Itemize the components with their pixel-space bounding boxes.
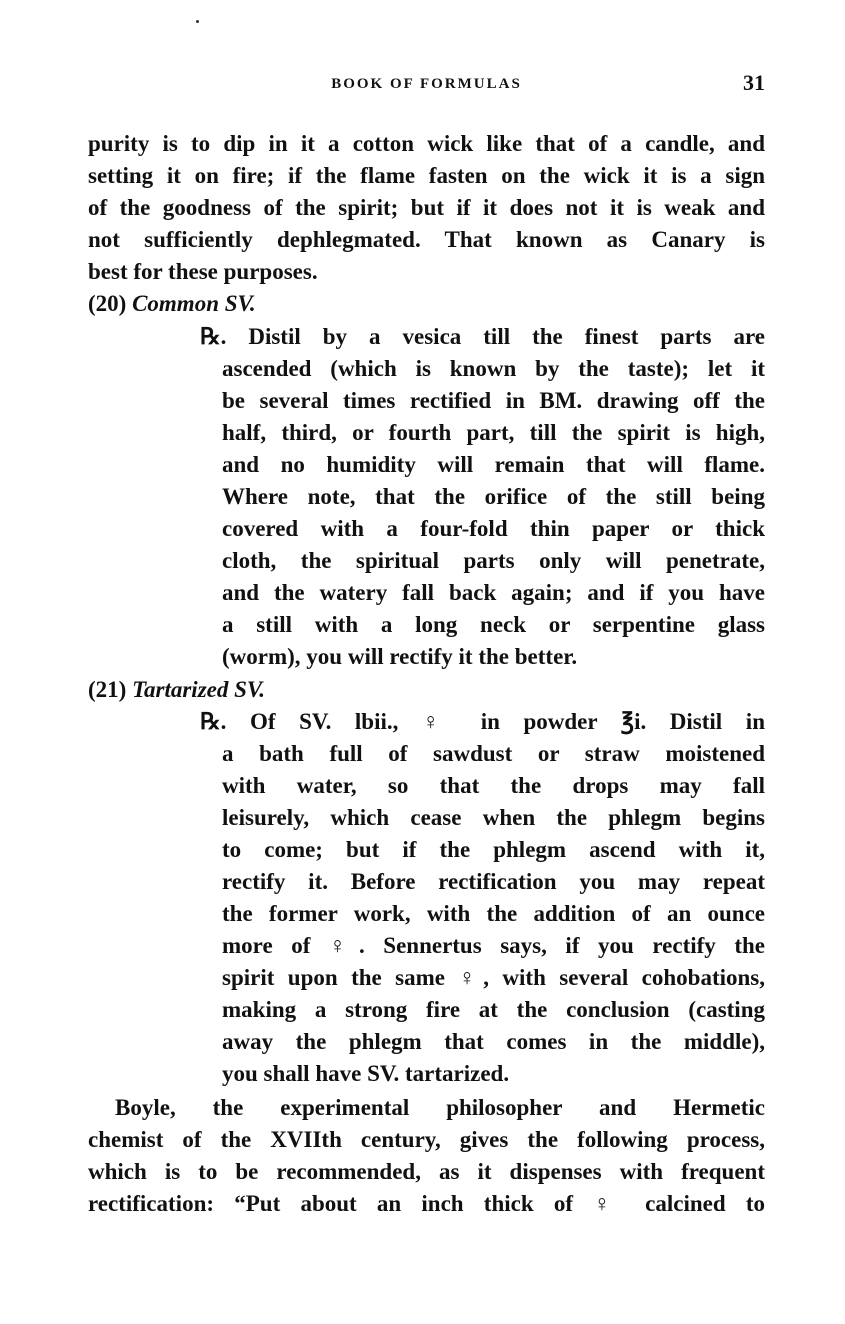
recipe-line: ℞. Distil by a vesica till the finest parts are bbox=[200, 324, 765, 349]
formula-number: (21) bbox=[88, 677, 127, 702]
recipe-line: with water, so that the drops may fall bbox=[222, 773, 765, 798]
text-line: Boyle, the experimental philosopher and Hermetic bbox=[115, 1095, 765, 1120]
text-line: setting it on fire; if the flame fasten on the wick it is a sign bbox=[88, 163, 765, 188]
recipe-line: and the watery fall back again; and if you have bbox=[222, 580, 765, 605]
running-head: BOOK OF FORMULAS bbox=[331, 76, 522, 92]
recipe-line: half, third, or fourth part, till the spirit is high, bbox=[222, 420, 765, 445]
recipe-line: be several times rectified in BM. drawing off the bbox=[222, 388, 765, 413]
formula-title: Common SV. bbox=[132, 291, 256, 316]
recipe-line: more of ♀. Sennertus says, if you rectify the bbox=[222, 933, 765, 958]
formula-heading bbox=[88, 288, 765, 320]
text-line: chemist of the XVIIth century, gives the following process, bbox=[88, 1127, 765, 1152]
text-line: rectification: “Put about an inch thick of ♀ calcined to bbox=[88, 1191, 765, 1216]
recipe-line: and no humidity will remain that will flame. bbox=[222, 452, 765, 477]
recipe-line: the former work, with the addition of an ounce bbox=[222, 901, 765, 926]
recipe-line: away the phlegm that comes in the middle), bbox=[222, 1029, 765, 1054]
recipe-line: cloth, the spiritual parts only will penetrate, bbox=[222, 548, 765, 573]
print-speck bbox=[196, 20, 199, 23]
text-line: purity is to dip in it a cotton wick like that of a candle, and bbox=[88, 131, 765, 156]
page-header bbox=[88, 70, 765, 102]
recipe-line: a still with a long neck or serpentine glass bbox=[222, 612, 765, 637]
recipe-line: leisurely, which cease when the phlegm begins bbox=[222, 805, 765, 830]
recipe-line: ℞. Of SV. lbii., ♀ in powder ℥i. Distil in bbox=[200, 709, 765, 734]
recipe-line: rectify it. Before rectification you may repeat bbox=[222, 869, 765, 894]
formula-heading bbox=[88, 674, 765, 706]
recipe-line: (worm), you will rectify it the better. bbox=[222, 644, 578, 669]
recipe-line: a bath full of sawdust or straw moistened bbox=[222, 741, 765, 766]
recipe-line: making a strong fire at the conclusion (casting bbox=[222, 997, 765, 1022]
recipe-line: to come; but if the phlegm ascend with it, bbox=[222, 837, 765, 862]
text-line: not sufficiently dephlegmated. That known as Canary is bbox=[88, 227, 765, 252]
page-number: 31 bbox=[743, 70, 765, 95]
recipe-line: ascended (which is known by the taste); let it bbox=[222, 356, 765, 381]
formula-title: Tartarized SV. bbox=[132, 677, 266, 702]
text-line: of the goodness of the spirit; but if it does not it is weak and bbox=[88, 195, 765, 220]
recipe-line: covered with a four-fold thin paper or thick bbox=[222, 516, 765, 541]
text-line: which is to be recommended, as it dispenses with frequent bbox=[88, 1159, 765, 1184]
recipe-line: you shall have SV. tartarized. bbox=[222, 1061, 510, 1086]
recipe-line: Where note, that the orifice of the still being bbox=[222, 484, 765, 509]
recipe-line: spirit upon the same ♀, with several cohobations, bbox=[222, 965, 765, 990]
text-line: best for these purposes. bbox=[88, 259, 318, 284]
formula-number: (20) bbox=[88, 291, 127, 316]
